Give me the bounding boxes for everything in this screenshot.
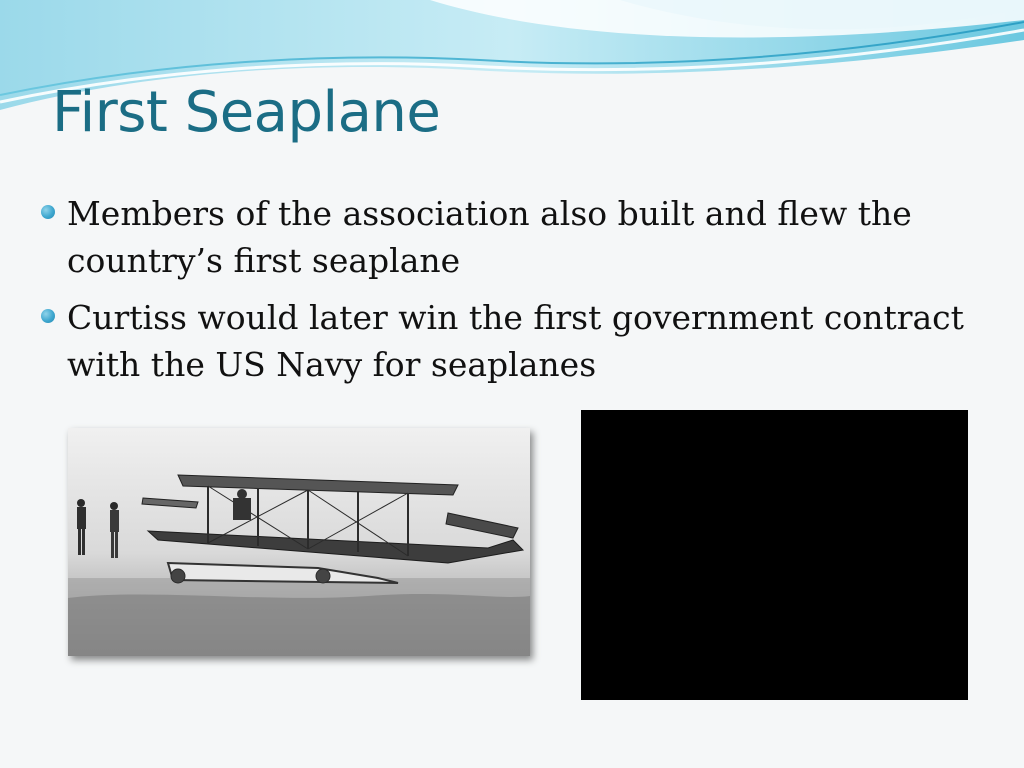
bullet-text: Curtiss would later win the first government contract with the US Navy for seaplanes — [67, 298, 964, 384]
bullet-list — [36, 190, 996, 398]
seaplane-photo — [68, 428, 530, 656]
slide-title: First Seaplane — [52, 80, 441, 145]
black-media-panel — [581, 410, 968, 700]
bullet-text: Members of the association also built and flew the country’s first seaplane — [67, 194, 912, 280]
bullet-item — [36, 190, 996, 284]
bullet-dot-icon — [41, 309, 55, 323]
bullet-dot-icon — [41, 205, 55, 219]
seaplane-illustration — [68, 428, 530, 656]
bullet-item — [36, 294, 996, 388]
